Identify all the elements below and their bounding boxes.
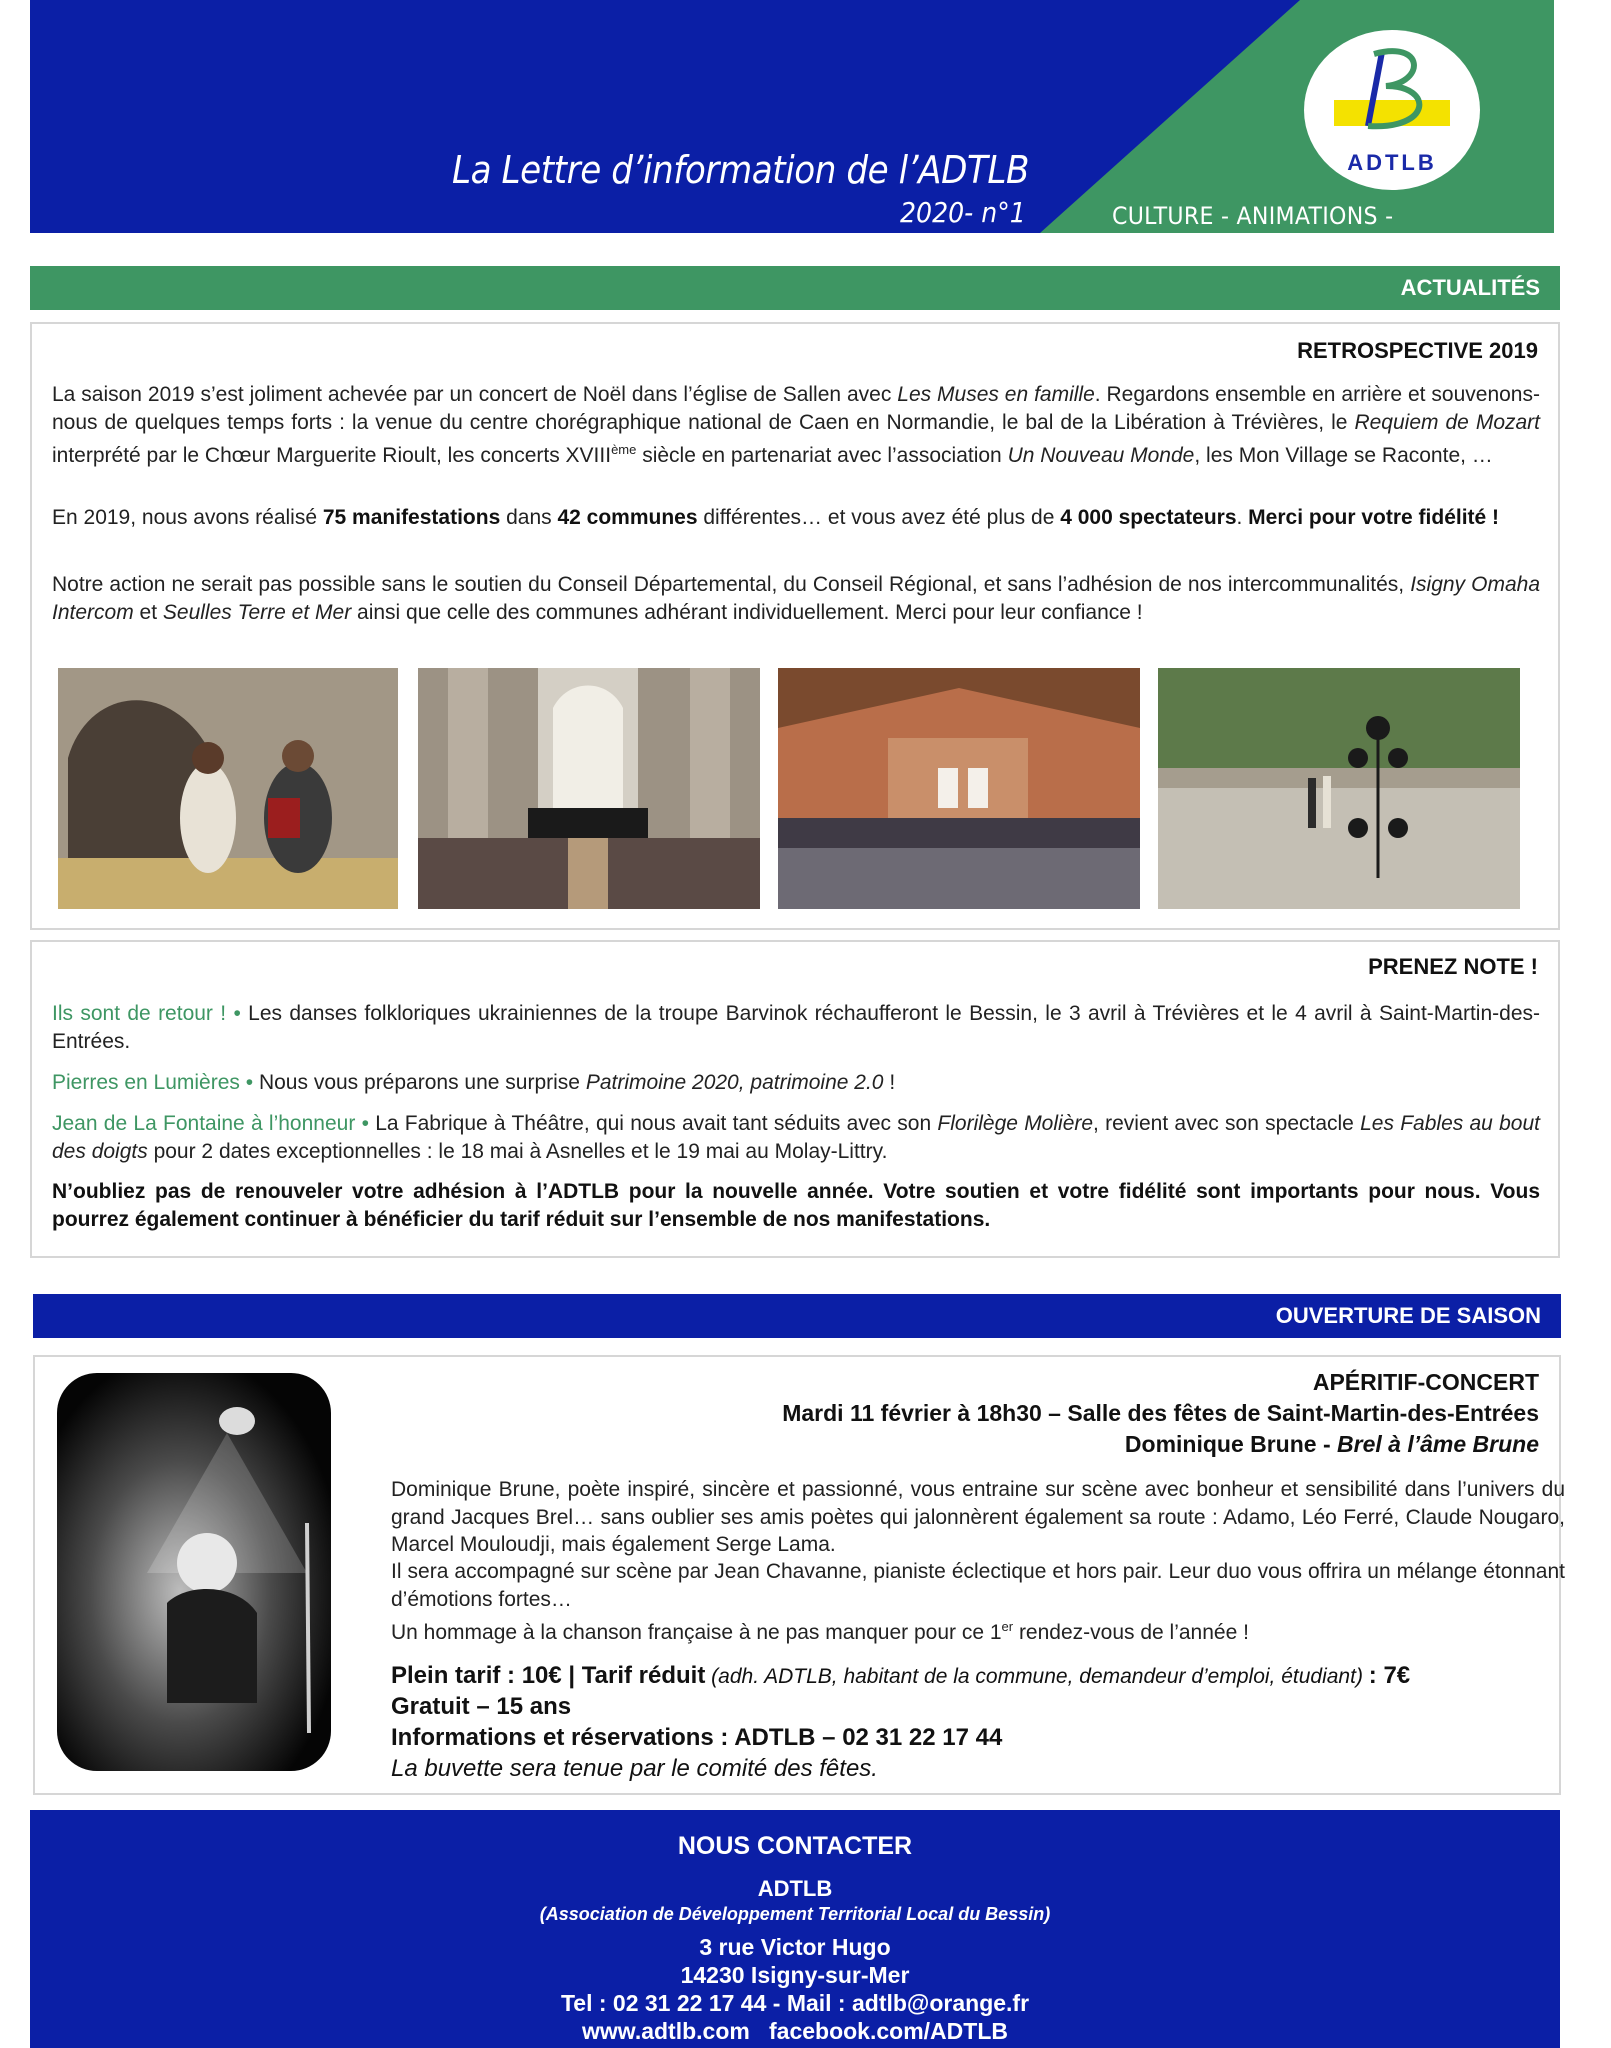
contact-web-links[interactable]: www.adtlb.com facebook.com/ADTLB [582, 2018, 1008, 2044]
contact-heading: NOUS CONTACTER [677, 1832, 913, 1860]
note-la-fontaine: Jean de La Fontaine à l’honneur • La Fabrique à Théâtre, qui nous avait tant séduits avec son Florilège Molière, revient avec son spectacle Les Fables au bout des doigts pour 2 dates exceptionnelles : le 18 mai à Asnelles et le 19 mai au Molay-Littry. [52, 1112, 1540, 1163]
bullet-dot-icon: • [245, 1071, 254, 1094]
issue-number: 2020- n°1 [900, 196, 1026, 229]
note-pierres-en-lumieres: Pierres en Lumières • Nous vous préparons une surprise Patrimoine 2020, patrimoine 2.0 ! [52, 1071, 896, 1094]
buvette-note: La buvette sera tenue par le comité des fêtes. [391, 1755, 878, 1782]
photo-barn-concert-audience [778, 668, 1140, 909]
bullet-dot-icon: • [361, 1112, 369, 1135]
retrospective-heading: RETROSPECTIVE 2019 [1297, 338, 1538, 363]
price-free: Gratuit – 15 ans [391, 1693, 572, 1720]
photo-dominique-brune [57, 1373, 331, 1771]
newsletter-title: La Lettre d’information de l’ADTLB [452, 148, 1030, 192]
retrospective-paragraph-3: Notre action ne serait pas possible sans le soutien du Conseil Départemental, du Conseil Régional, et sans l’adhésion de nos intercommunalités, Isigny Omaha Intercom et Seulles Terre et Mer ainsi que celle des communes adhérant individuellement. Merci pour leur confiance ! [52, 573, 1540, 624]
event-description-1: Dominique Brune, poète inspiré, sincère et passionné, vous entraine sur scène avec bonheur et sensibilité dans l’univers du grand Jacques Brel… sans oublier ses amis poètes qui jalonnèrent également sa route : Adamo, Léo Ferré, Claude Nougaro, Marcel Mouloudji, mais également Serge Lama. [391, 1478, 1565, 1556]
photo-outdoor-dance-performance [1158, 668, 1520, 909]
contact-org: ADTLB [757, 1876, 833, 1901]
event-artist: Dominique Brune - Brel à l’âme Brune [1124, 1431, 1539, 1457]
prenez-note-heading: PRENEZ NOTE ! [1368, 954, 1538, 979]
event-type: APÉRITIF-CONCERT [1312, 1369, 1539, 1395]
retrospective-paragraph-1: La saison 2019 s’est joliment achevée par un concert de Noël dans l’église de Sallen avec Les Muses en famille. Regardons ensemble en arrière et souvenons-nous de quelques temps forts : la venue du centre chorégraphique national de Caen en Normandie, le bal de la Libération à Trévières, le Requiem de Mozart interprété par le Chœur Marguerite Rioult, les concerts XVIIIème siècle en partenariat avec l’association Un Nouveau Monde, les Mon Village se Raconte, … [52, 383, 1541, 467]
note-ukrainian-dances: Ils sont de retour ! • Les danses folkloriques ukrainiennes de la troupe Barvinok réchaufferont le Bessin, le 3 avril à Trévières et le 4 avril à Saint-Martin-des-Entrées. [52, 1002, 1540, 1053]
season-opening-box [33, 1355, 1565, 1795]
newsletter-header [30, 0, 1554, 258]
event-description-3: Un hommage à la chanson française à ne pas manquer pour ce 1er rendez-vous de l’année ! [391, 1619, 1249, 1644]
photo-church-choir-concert [418, 668, 760, 909]
logo-mark-icon [1304, 30, 1480, 150]
contact-city: 14230 Isigny-sur-Mer [680, 1962, 910, 1988]
logo-text: ADTLB [1347, 150, 1437, 175]
price-line: Plein tarif : 10€ | Tarif réduit (adh. ADTLB, habitant de la commune, demandeur d’emploi, étudiant) : 7€ [391, 1662, 1411, 1689]
prenez-note-box [30, 940, 1560, 1258]
contact-street: 3 rue Victor Hugo [699, 1934, 891, 1960]
contact-tel-mail[interactable]: Tel : 02 31 22 17 44 - Mail : adtlb@orange.fr [560, 1990, 1030, 2016]
membership-reminder: N’oubliez pas de renouveler votre adhésion à l’ADTLB pour la nouvelle année. Votre soutien et votre fidélité sont importants pour nous. Vous pourrez également continuer à bénéficier du tarif réduit sur l’ensemble de nos manifestations. [52, 1180, 1540, 1231]
contact-footer [30, 1810, 1560, 2048]
event-description-2: Il sera accompagné sur scène par Jean Chavanne, pianiste éclectique et hors pair. Leur duo vous offrira un mélange étonnant d’émotions fortes… [391, 1560, 1565, 1611]
reservation-info: Informations et réservations : ADTLB – 02 31 22 17 44 [391, 1724, 1003, 1751]
section-bar-ouverture: OUVERTURE DE SAISON [33, 1294, 1561, 1338]
section-bar-actualites: ACTUALITÉS [30, 266, 1560, 310]
tagline: CULTURE - ANIMATIONS - PATRIMOINE [1112, 202, 1394, 258]
event-date-location: Mardi 11 février à 18h30 – Salle des fêtes de Saint-Martin-des-Entrées [782, 1400, 1539, 1426]
retrospective-paragraph-2: En 2019, nous avons réalisé 75 manifestations dans 42 communes différentes… et vous avez été plus de 4 000 spectateurs. Merci pour votre fidélité ! [52, 506, 1500, 529]
photo-musicians-in-cave [58, 668, 398, 909]
bullet-dot-icon: • [233, 1002, 241, 1025]
contact-org-full: (Association de Développement Territorial Local du Bessin) [539, 1904, 1051, 1924]
adtlb-logo [1304, 30, 1480, 190]
